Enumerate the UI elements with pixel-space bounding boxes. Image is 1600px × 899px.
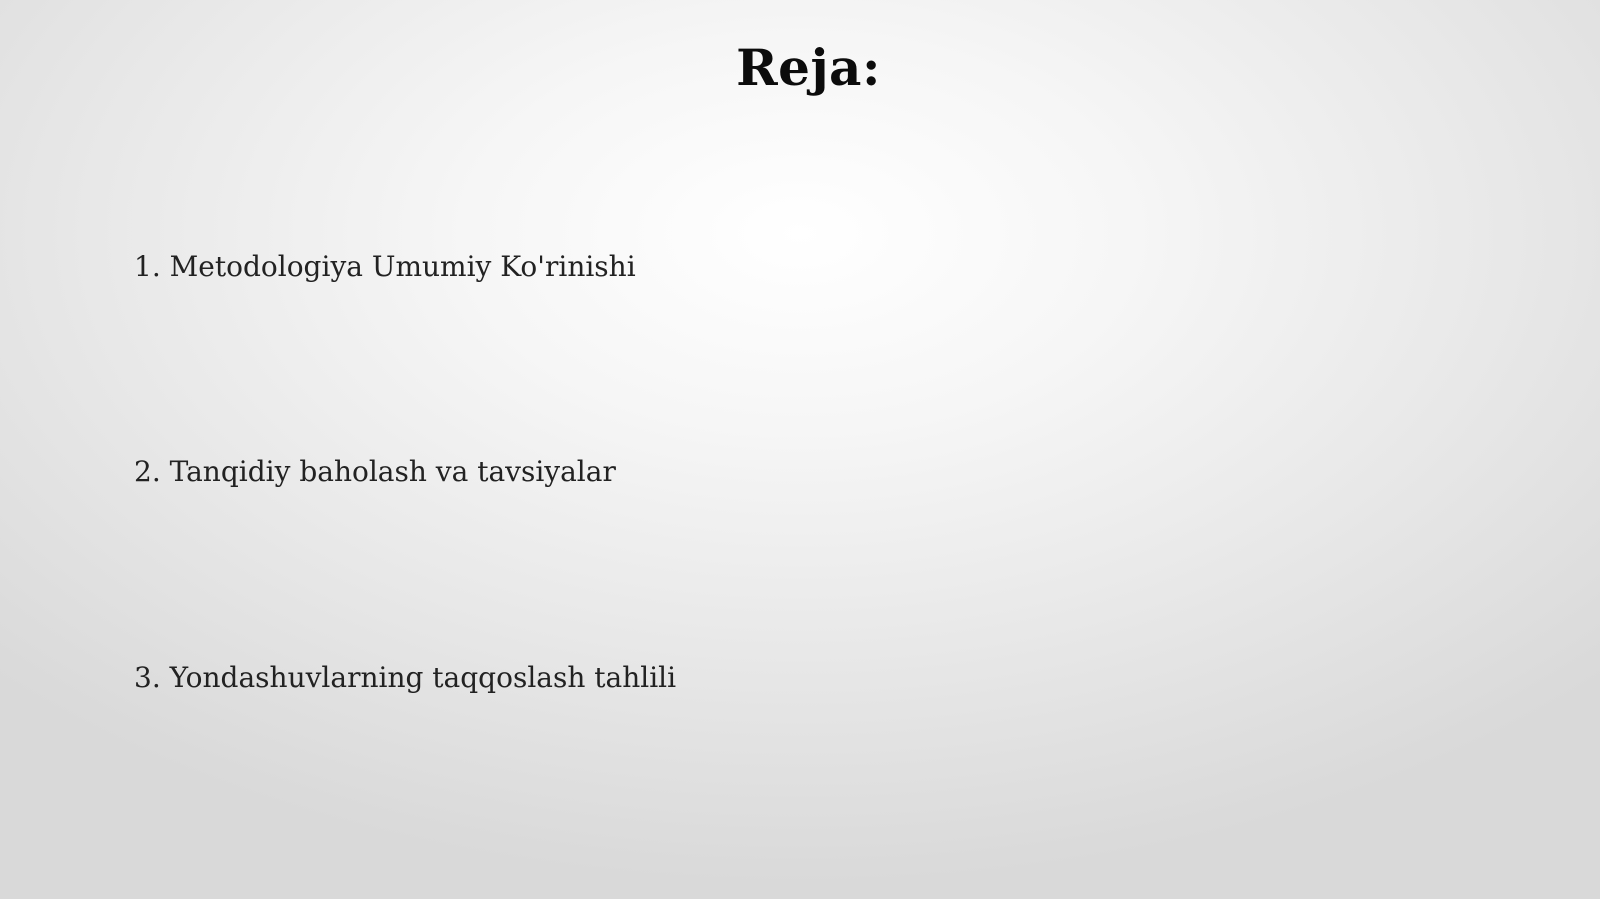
agenda-item-1: 1. Metodologiya Umumiy Ko'rinishi [134, 250, 636, 283]
agenda-item-3: 3. Yondashuvlarning taqqoslash tahlili [134, 661, 677, 694]
agenda-item-2: 2. Tanqidiy baholash va tavsiyalar [134, 455, 616, 488]
slide-title: Reja: [736, 38, 881, 97]
